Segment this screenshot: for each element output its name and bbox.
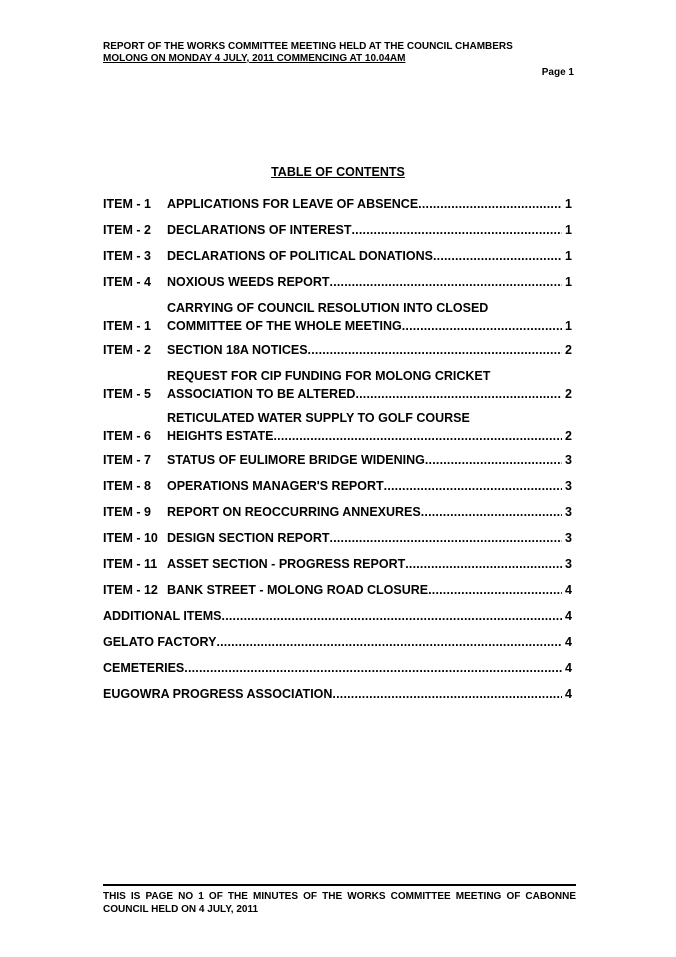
toc-entry: [103, 221, 572, 240]
toc-item-title-line: OPERATIONS MANAGER'S REPORT: [167, 479, 384, 493]
toc-item-title-line: ADDITIONAL ITEMS: [103, 609, 222, 623]
toc-entry: [103, 477, 572, 496]
toc-entry: [103, 633, 572, 652]
table-of-contents: [103, 195, 572, 711]
toc-item-title-line: GELATO FACTORY: [103, 635, 217, 649]
toc-item-title: [103, 607, 572, 626]
toc-dot-leader: [384, 477, 562, 496]
toc-entry: [103, 659, 572, 678]
toc-item-title: [103, 659, 572, 678]
toc-item-title: [167, 341, 572, 360]
toc-dot-leader: [418, 195, 562, 214]
toc-item-code: ITEM - 11: [103, 557, 158, 571]
toc-item-title: [167, 247, 572, 266]
toc-dot-leader: [428, 581, 562, 600]
toc-item-title-line: REQUEST FOR CIP FUNDING FOR MOLONG CRICKET: [167, 369, 491, 383]
toc-entry: [103, 607, 572, 626]
toc-item-title-line: COMMITTEE OF THE WHOLE MEETING: [167, 319, 402, 333]
toc-entry: [103, 247, 572, 266]
toc-page-number: 1: [565, 275, 572, 289]
toc-dot-leader: [330, 529, 562, 548]
toc-dot-leader: [421, 503, 562, 522]
toc-page-number: 2: [565, 343, 572, 357]
toc-dot-leader: [184, 659, 562, 678]
toc-dot-leader: [222, 607, 562, 626]
toc-item-title-line: HEIGHTS ESTATE: [167, 429, 274, 443]
toc-dot-leader: [274, 427, 563, 445]
toc-entry: [103, 451, 572, 470]
toc-item-title-line: ASSET SECTION - PROGRESS REPORT: [167, 557, 406, 571]
toc-page-number: 3: [565, 505, 572, 519]
toc-item-code: ITEM - 6: [103, 429, 151, 443]
toc-entry: [103, 503, 572, 522]
toc-page-number: 2: [565, 387, 572, 401]
toc-item-code: ITEM - 10: [103, 531, 158, 545]
toc-item-title: [167, 451, 572, 470]
toc-item-title: [167, 477, 572, 496]
page-header: [103, 41, 575, 65]
toc-dot-leader: [433, 247, 562, 266]
toc-dot-leader: [330, 273, 562, 292]
toc-page-number: 3: [565, 557, 572, 571]
toc-item-title: [103, 633, 572, 652]
toc-item-code: ITEM - 7: [103, 453, 151, 467]
toc-item-title-line: SECTION 18A NOTICES: [167, 343, 308, 357]
toc-dot-leader: [405, 555, 562, 574]
toc-item-title: [167, 555, 572, 574]
footer-divider: [103, 884, 576, 886]
toc-page-number: 1: [565, 249, 572, 263]
toc-item-title-line: DECLARATIONS OF INTEREST: [167, 223, 352, 237]
toc-item-title: [167, 581, 572, 600]
toc-page-number: 4: [565, 583, 572, 597]
toc-item-title-line: CARRYING OF COUNCIL RESOLUTION INTO CLOSED: [167, 301, 489, 315]
toc-entry: [103, 685, 572, 704]
toc-item-code: ITEM - 8: [103, 479, 151, 493]
toc-item-title: [167, 221, 572, 240]
toc-entry: [103, 341, 572, 360]
page-number: Page 1: [541, 67, 574, 78]
toc-entry: [103, 273, 572, 292]
toc-entry: [103, 299, 572, 335]
toc-page-number: 3: [565, 531, 572, 545]
toc-item-title: [103, 685, 572, 704]
header-line-1: REPORT OF THE WORKS COMMITTEE MEETING HELD AT THE COUNCIL CHAMBERS: [103, 41, 513, 52]
toc-item-code: ITEM - 2: [103, 223, 151, 237]
toc-item-title-line: DESIGN SECTION REPORT: [167, 531, 330, 545]
toc-item-code: ITEM - 9: [103, 505, 151, 519]
toc-item-title-line: REPORT ON REOCCURRING ANNEXURES: [167, 505, 421, 519]
toc-item-code: ITEM - 3: [103, 249, 151, 263]
toc-item-code: ITEM - 12: [103, 583, 158, 597]
toc-page-number: 4: [565, 687, 572, 701]
toc-item-code: ITEM - 5: [103, 387, 151, 401]
toc-page-number: 3: [565, 479, 572, 493]
toc-item-title-line: STATUS OF EULIMORE BRIDGE WIDENING: [167, 453, 425, 467]
page-footer: THIS IS PAGE NO 1 OF THE MINUTES OF THE WORKS COMMITTEE MEETING OF CABONNE COUNCIL HELD ON 4 JULY, 2011: [103, 891, 576, 915]
toc-dot-leader: [216, 633, 562, 652]
toc-page-number: 1: [565, 319, 572, 333]
toc-dot-leader: [332, 685, 562, 704]
toc-item-title: [167, 299, 572, 335]
toc-item-code: ITEM - 1: [103, 197, 151, 211]
toc-page-number: 4: [565, 609, 572, 623]
toc-dot-leader: [352, 221, 563, 240]
toc-item-title-line: ASSOCIATION TO BE ALTERED: [167, 387, 356, 401]
toc-item-title: [167, 529, 572, 548]
toc-item-code: ITEM - 4: [103, 275, 151, 289]
toc-entry: [103, 409, 572, 445]
toc-item-title: [167, 409, 572, 445]
toc-item-title-line: NOXIOUS WEEDS REPORT: [167, 275, 330, 289]
toc-dot-leader: [308, 341, 562, 360]
toc-entry: [103, 367, 572, 403]
toc-page-number: 2: [565, 429, 572, 443]
header-line-2: MOLONG ON MONDAY 4 JULY, 2011 COMMENCING AT 10.04AM: [103, 53, 406, 64]
toc-item-title-line: APPLICATIONS FOR LEAVE OF ABSENCE: [167, 197, 419, 211]
toc-item-title-line: BANK STREET - MOLONG ROAD CLOSURE: [167, 583, 429, 597]
toc-page-number: 4: [565, 661, 572, 675]
toc-item-title-line: DECLARATIONS OF POLITICAL DONATIONS: [167, 249, 433, 263]
toc-entry: [103, 555, 572, 574]
toc-page-number: 1: [565, 197, 572, 211]
toc-item-title-line: RETICULATED WATER SUPPLY TO GOLF COURSE: [167, 411, 470, 425]
toc-item-title: [167, 273, 572, 292]
toc-item-title: [167, 503, 572, 522]
toc-item-code: ITEM - 2: [103, 343, 151, 357]
toc-title: TABLE OF CONTENTS: [271, 165, 405, 179]
toc-item-title: [167, 195, 572, 214]
toc-page-number: 3: [565, 453, 572, 467]
toc-page-number: 4: [565, 635, 572, 649]
toc-page-number: 1: [565, 223, 572, 237]
toc-item-title-line: CEMETERIES: [103, 661, 185, 675]
toc-item-code: ITEM - 1: [103, 319, 151, 333]
toc-dot-leader: [355, 385, 562, 403]
toc-entry: [103, 581, 572, 600]
toc-item-title-line: EUGOWRA PROGRESS ASSOCIATION: [103, 687, 333, 701]
toc-item-title: [167, 367, 572, 403]
toc-entry: [103, 195, 572, 214]
toc-dot-leader: [425, 451, 562, 470]
toc-dot-leader: [402, 317, 562, 335]
toc-entry: [103, 529, 572, 548]
